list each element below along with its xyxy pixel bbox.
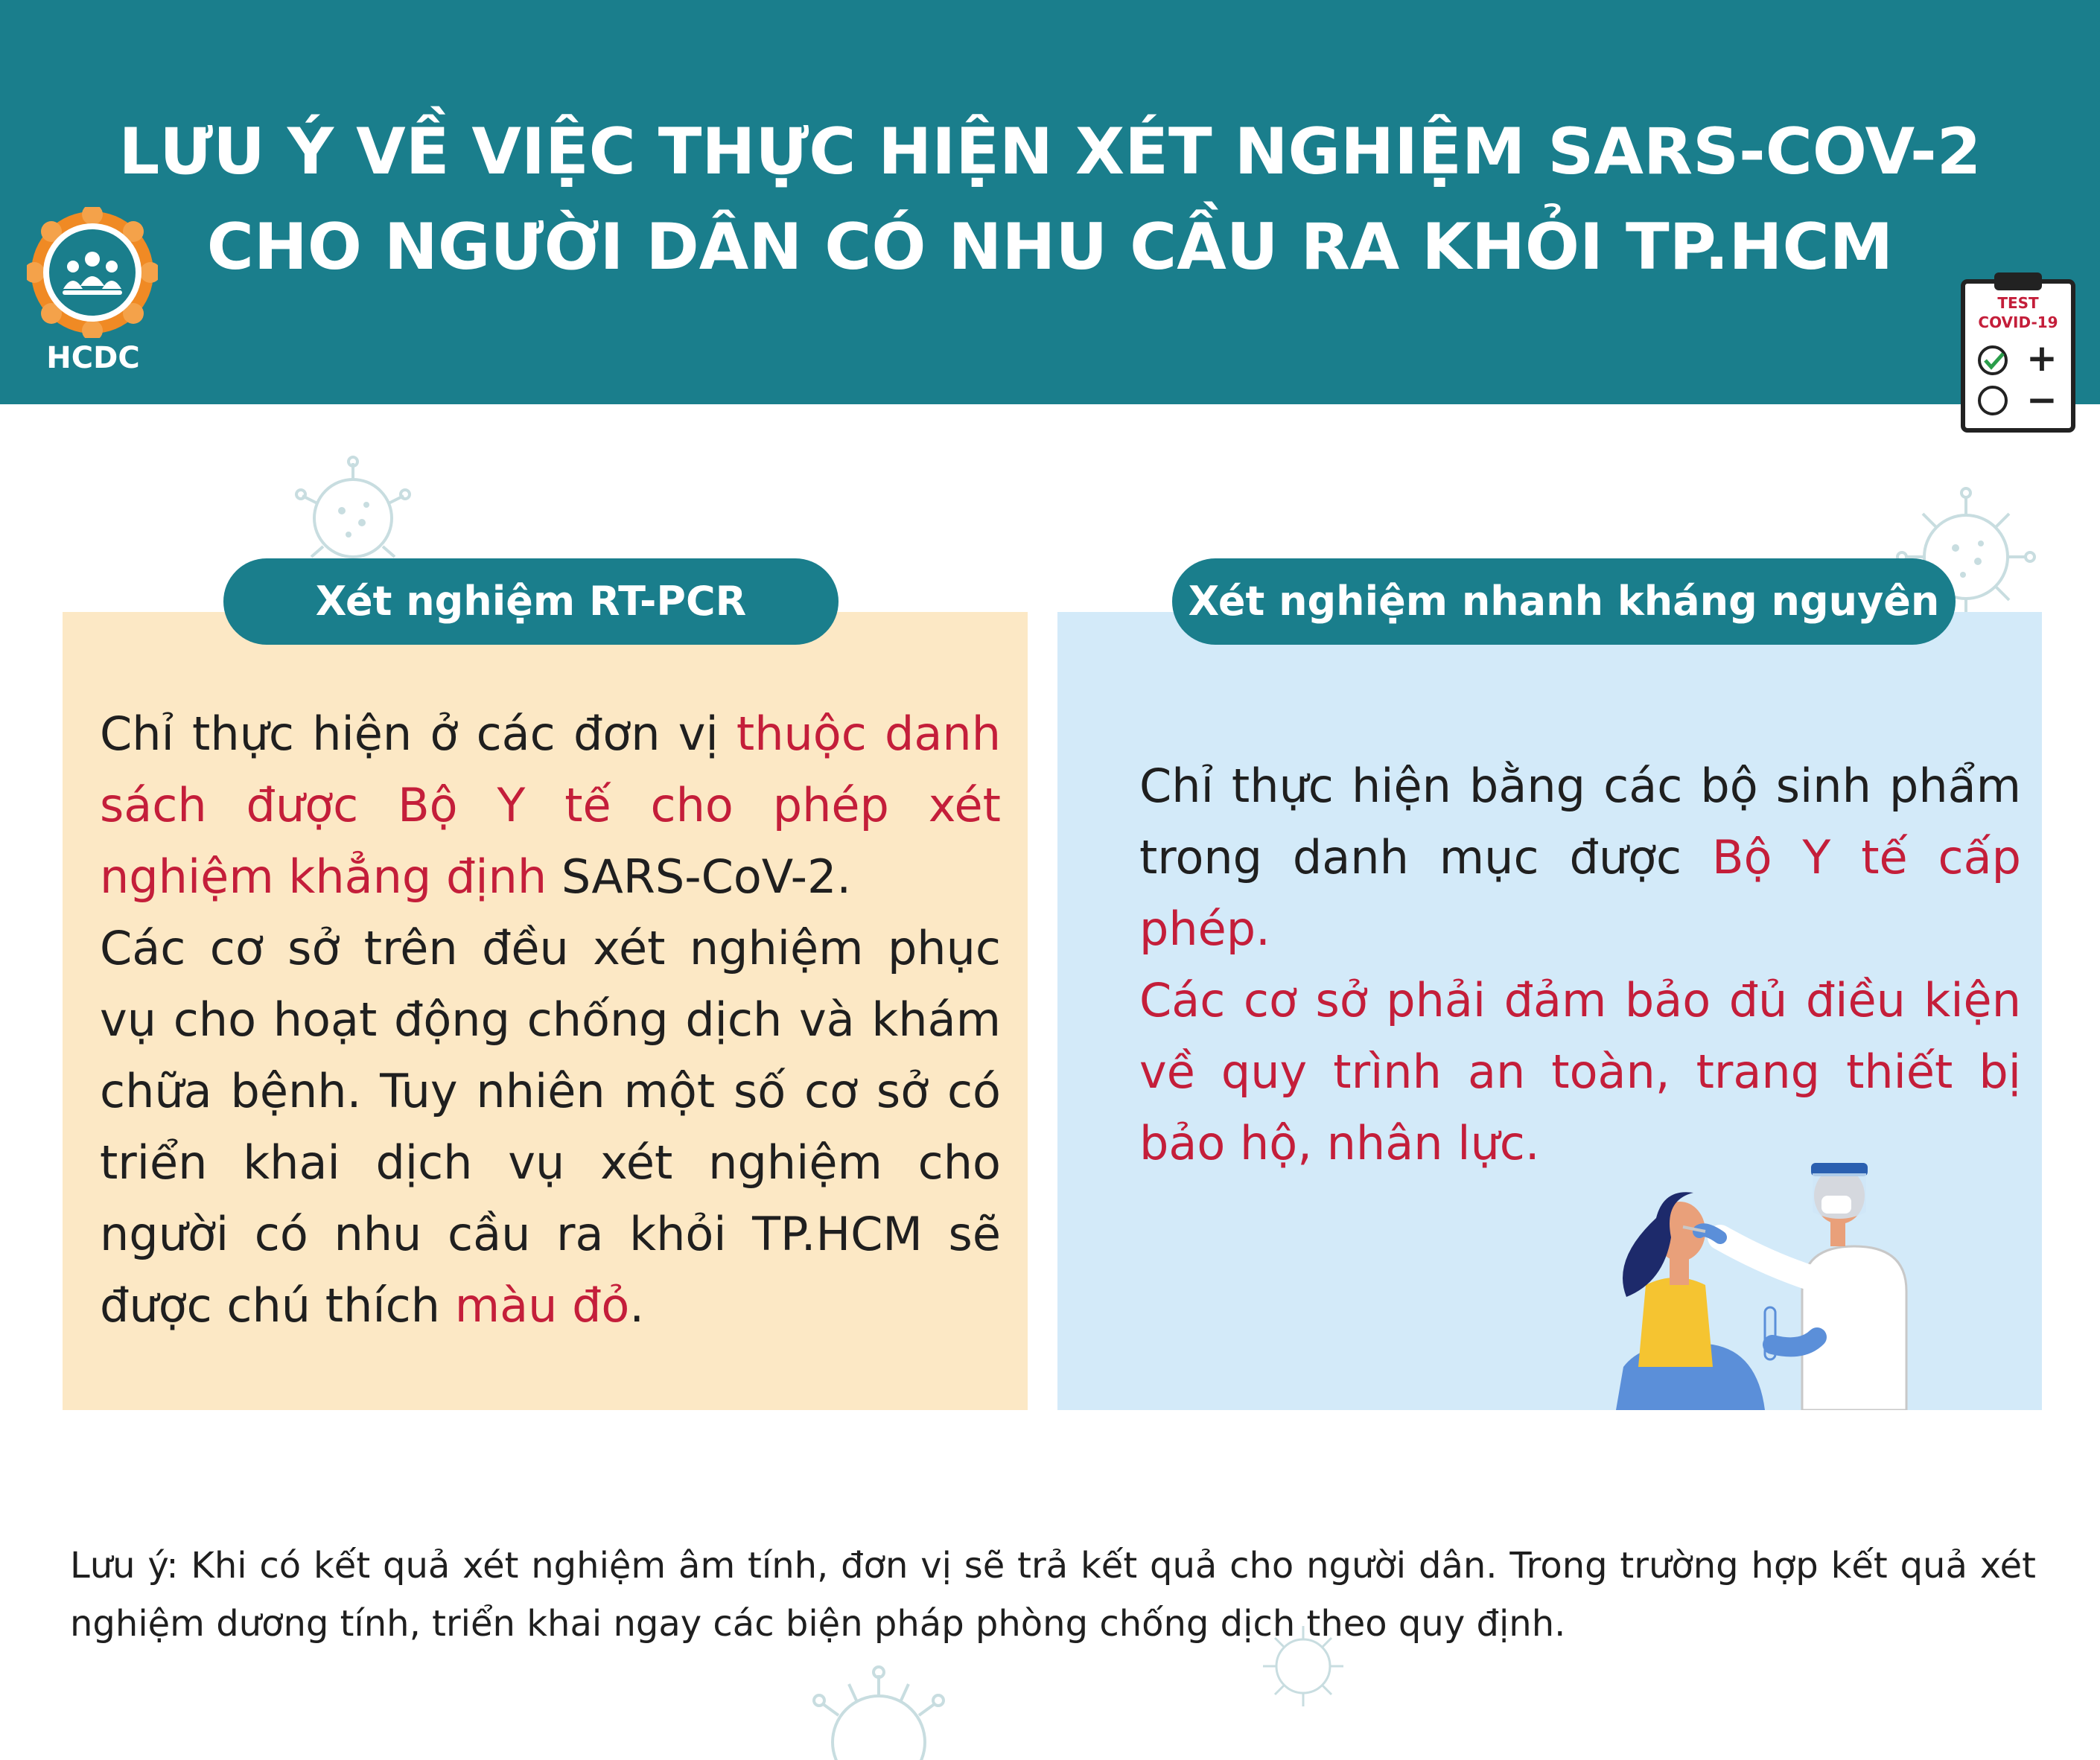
- swab-test-illustration: [1579, 1144, 1996, 1410]
- clipboard-line1: TEST: [1997, 294, 2039, 312]
- rt-pcr-p2-b: .: [629, 1278, 645, 1333]
- title-line-2: CHO NGƯỜI DÂN CÓ NHU CẦU RA KHỎI TP.HCM: [206, 210, 1894, 284]
- clipboard-line2: COVID-19: [1978, 313, 2058, 331]
- logo-text: HCDC: [46, 341, 140, 375]
- rt-pcr-p1-red: thuộc danh sách được Bộ Y tế cho phép xét nghiệm khẳng định: [100, 707, 1001, 904]
- plus-icon: +: [2026, 337, 2058, 380]
- rt-pcr-p1-b: SARS-CoV-2.: [547, 849, 852, 904]
- rapid-antigen-text: [1139, 750, 2021, 1179]
- hcdc-logo-icon: [27, 207, 158, 338]
- rt-pcr-p1-a: Chỉ thực hiện ở các đơn vị: [100, 707, 736, 761]
- minus-icon: −: [2026, 378, 2058, 421]
- rapid-antigen-p2-red: Các cơ sở phải đảm bảo đủ điều kiện về quy trình an toàn, trang thiết bị bảo hộ, nhân lực.: [1139, 973, 2021, 1170]
- footer-note: Lưu ý: Khi có kết quả xét nghiệm âm tính, đơn vị sẽ trả kết quả cho người dân. Trong trường hợp kết quả xét nghiệm dương tính, triển khai ngay các biện pháp phòng chống dịch theo quy định.: [70, 1545, 2036, 1645]
- virus-decoration-icon: [271, 451, 435, 563]
- covid-test-clipboard-icon: [1959, 270, 2078, 435]
- title-line-1: LƯU Ý VỀ VIỆC THỰC HIỆN XÉT NGHIỆM SARS-COV-2: [118, 115, 1982, 189]
- rt-pcr-p2-red: màu đỏ: [454, 1278, 630, 1333]
- page-title: [104, 104, 1996, 295]
- rapid-antigen-p1-red: Bộ Y tế cấp phép.: [1139, 830, 2021, 956]
- virus-decoration-icon-4: [789, 1653, 968, 1760]
- rapid-antigen-heading: Xét nghiệm nhanh kháng nguyên: [1172, 558, 1956, 645]
- rt-pcr-text: [100, 698, 1001, 1342]
- rt-pcr-heading: Xét nghiệm RT-PCR: [223, 558, 839, 645]
- rapid-antigen-p1-a: Chỉ thực hiện bằng các bộ sinh phẩm trong danh mục được: [1139, 759, 2021, 884]
- rt-pcr-p2-a: Các cơ sở trên đều xét nghiệm phục vụ cho hoạt động chống dịch và khám chữa bệnh. Tuy nhiên một số cơ sở có triển khai dịch vụ xét nghiệm cho người có nhu cầu ra khỏi TP.HCM sẽ được chú thích: [100, 921, 1001, 1333]
